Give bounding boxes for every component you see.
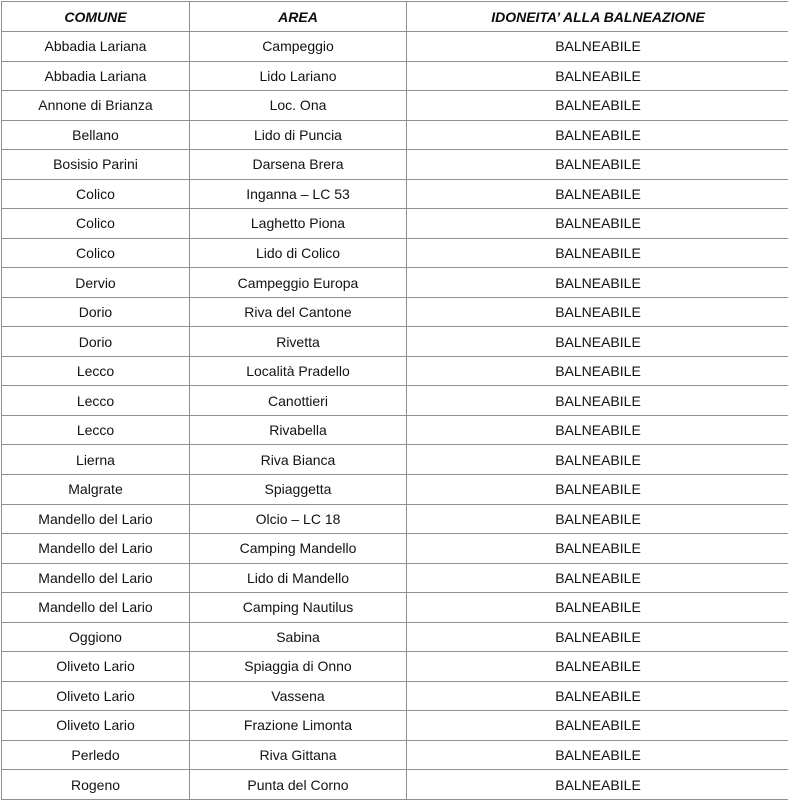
table-row [2,238,788,268]
cell-comune: Lecco [2,356,190,386]
cell-area: Laghetto Piona [190,209,407,239]
cell-comune: Bosisio Parini [2,150,190,180]
table-row [2,563,788,593]
cell-area: Campeggio [190,32,407,62]
cell-comune: Colico [2,209,190,239]
cell-area: Rivetta [190,327,407,357]
cell-comune: Abbadia Lariana [2,61,190,91]
cell-idoneita: BALNEABILE [407,563,788,593]
cell-idoneita: BALNEABILE [407,474,788,504]
cell-comune: Perledo [2,740,190,770]
table-row [2,327,788,357]
table-header-row [2,2,788,32]
table-row [2,622,788,652]
bathing-suitability-table [1,1,788,800]
cell-area: Spiaggia di Onno [190,652,407,682]
table-row [2,268,788,298]
cell-area: Lido di Colico [190,238,407,268]
table-row [2,445,788,475]
cell-area: Spiaggetta [190,474,407,504]
cell-comune: Bellano [2,120,190,150]
cell-comune: Lecco [2,415,190,445]
cell-idoneita: BALNEABILE [407,150,788,180]
cell-idoneita: BALNEABILE [407,681,788,711]
cell-area: Rivabella [190,415,407,445]
cell-idoneita: BALNEABILE [407,593,788,623]
cell-area: Camping Nautilus [190,593,407,623]
cell-idoneita: BALNEABILE [407,179,788,209]
cell-area: Lido di Puncia [190,120,407,150]
column-header-idoneita: IDONEITA’ ALLA BALNEAZIONE [407,2,788,32]
cell-comune: Colico [2,238,190,268]
cell-area: Darsena Brera [190,150,407,180]
cell-comune: Oliveto Lario [2,711,190,741]
cell-comune: Dervio [2,268,190,298]
table-body [2,32,788,800]
cell-comune: Mandello del Lario [2,563,190,593]
cell-comune: Dorio [2,297,190,327]
cell-comune: Mandello del Lario [2,534,190,564]
cell-area: Olcio – LC 18 [190,504,407,534]
cell-idoneita: BALNEABILE [407,297,788,327]
cell-idoneita: BALNEABILE [407,61,788,91]
cell-area: Canottieri [190,386,407,416]
cell-area: Campeggio Europa [190,268,407,298]
cell-idoneita: BALNEABILE [407,356,788,386]
table-row [2,474,788,504]
table-row [2,209,788,239]
cell-idoneita: BALNEABILE [407,120,788,150]
cell-comune: Lierna [2,445,190,475]
cell-area: Lido di Mandello [190,563,407,593]
table-row [2,740,788,770]
cell-area: Riva Bianca [190,445,407,475]
cell-comune: Oliveto Lario [2,652,190,682]
table-row [2,652,788,682]
cell-comune: Malgrate [2,474,190,504]
cell-idoneita: BALNEABILE [407,504,788,534]
column-header-comune: COMUNE [2,2,190,32]
cell-comune: Oggiono [2,622,190,652]
cell-area: Località Pradello [190,356,407,386]
cell-comune: Oliveto Lario [2,681,190,711]
table-row [2,681,788,711]
cell-idoneita: BALNEABILE [407,327,788,357]
table-row [2,593,788,623]
cell-idoneita: BALNEABILE [407,386,788,416]
cell-comune: Mandello del Lario [2,593,190,623]
table-row [2,770,788,800]
cell-comune: Dorio [2,327,190,357]
cell-area: Inganna – LC 53 [190,179,407,209]
cell-comune: Annone di Brianza [2,91,190,121]
table-row [2,91,788,121]
table-row [2,504,788,534]
cell-comune: Abbadia Lariana [2,32,190,62]
table-row [2,150,788,180]
cell-idoneita: BALNEABILE [407,711,788,741]
cell-idoneita: BALNEABILE [407,770,788,800]
cell-idoneita: BALNEABILE [407,32,788,62]
cell-idoneita: BALNEABILE [407,209,788,239]
cell-area: Punta del Corno [190,770,407,800]
cell-comune: Rogeno [2,770,190,800]
cell-area: Frazione Limonta [190,711,407,741]
cell-comune: Colico [2,179,190,209]
table-row [2,32,788,62]
cell-idoneita: BALNEABILE [407,268,788,298]
cell-area: Riva del Cantone [190,297,407,327]
cell-idoneita: BALNEABILE [407,652,788,682]
cell-idoneita: BALNEABILE [407,415,788,445]
table-row [2,120,788,150]
cell-area: Vassena [190,681,407,711]
cell-area: Sabina [190,622,407,652]
table-row [2,61,788,91]
table-row [2,179,788,209]
cell-area: Loc. Ona [190,91,407,121]
table-row [2,356,788,386]
cell-idoneita: BALNEABILE [407,622,788,652]
cell-idoneita: BALNEABILE [407,445,788,475]
cell-idoneita: BALNEABILE [407,238,788,268]
cell-area: Lido Lariano [190,61,407,91]
cell-area: Camping Mandello [190,534,407,564]
table-row [2,297,788,327]
cell-comune: Lecco [2,386,190,416]
table-row [2,534,788,564]
cell-idoneita: BALNEABILE [407,91,788,121]
cell-area: Riva Gittana [190,740,407,770]
table-row [2,415,788,445]
cell-idoneita: BALNEABILE [407,534,788,564]
cell-comune: Mandello del Lario [2,504,190,534]
cell-idoneita: BALNEABILE [407,740,788,770]
table-row [2,711,788,741]
table-row [2,386,788,416]
column-header-area: AREA [190,2,407,32]
